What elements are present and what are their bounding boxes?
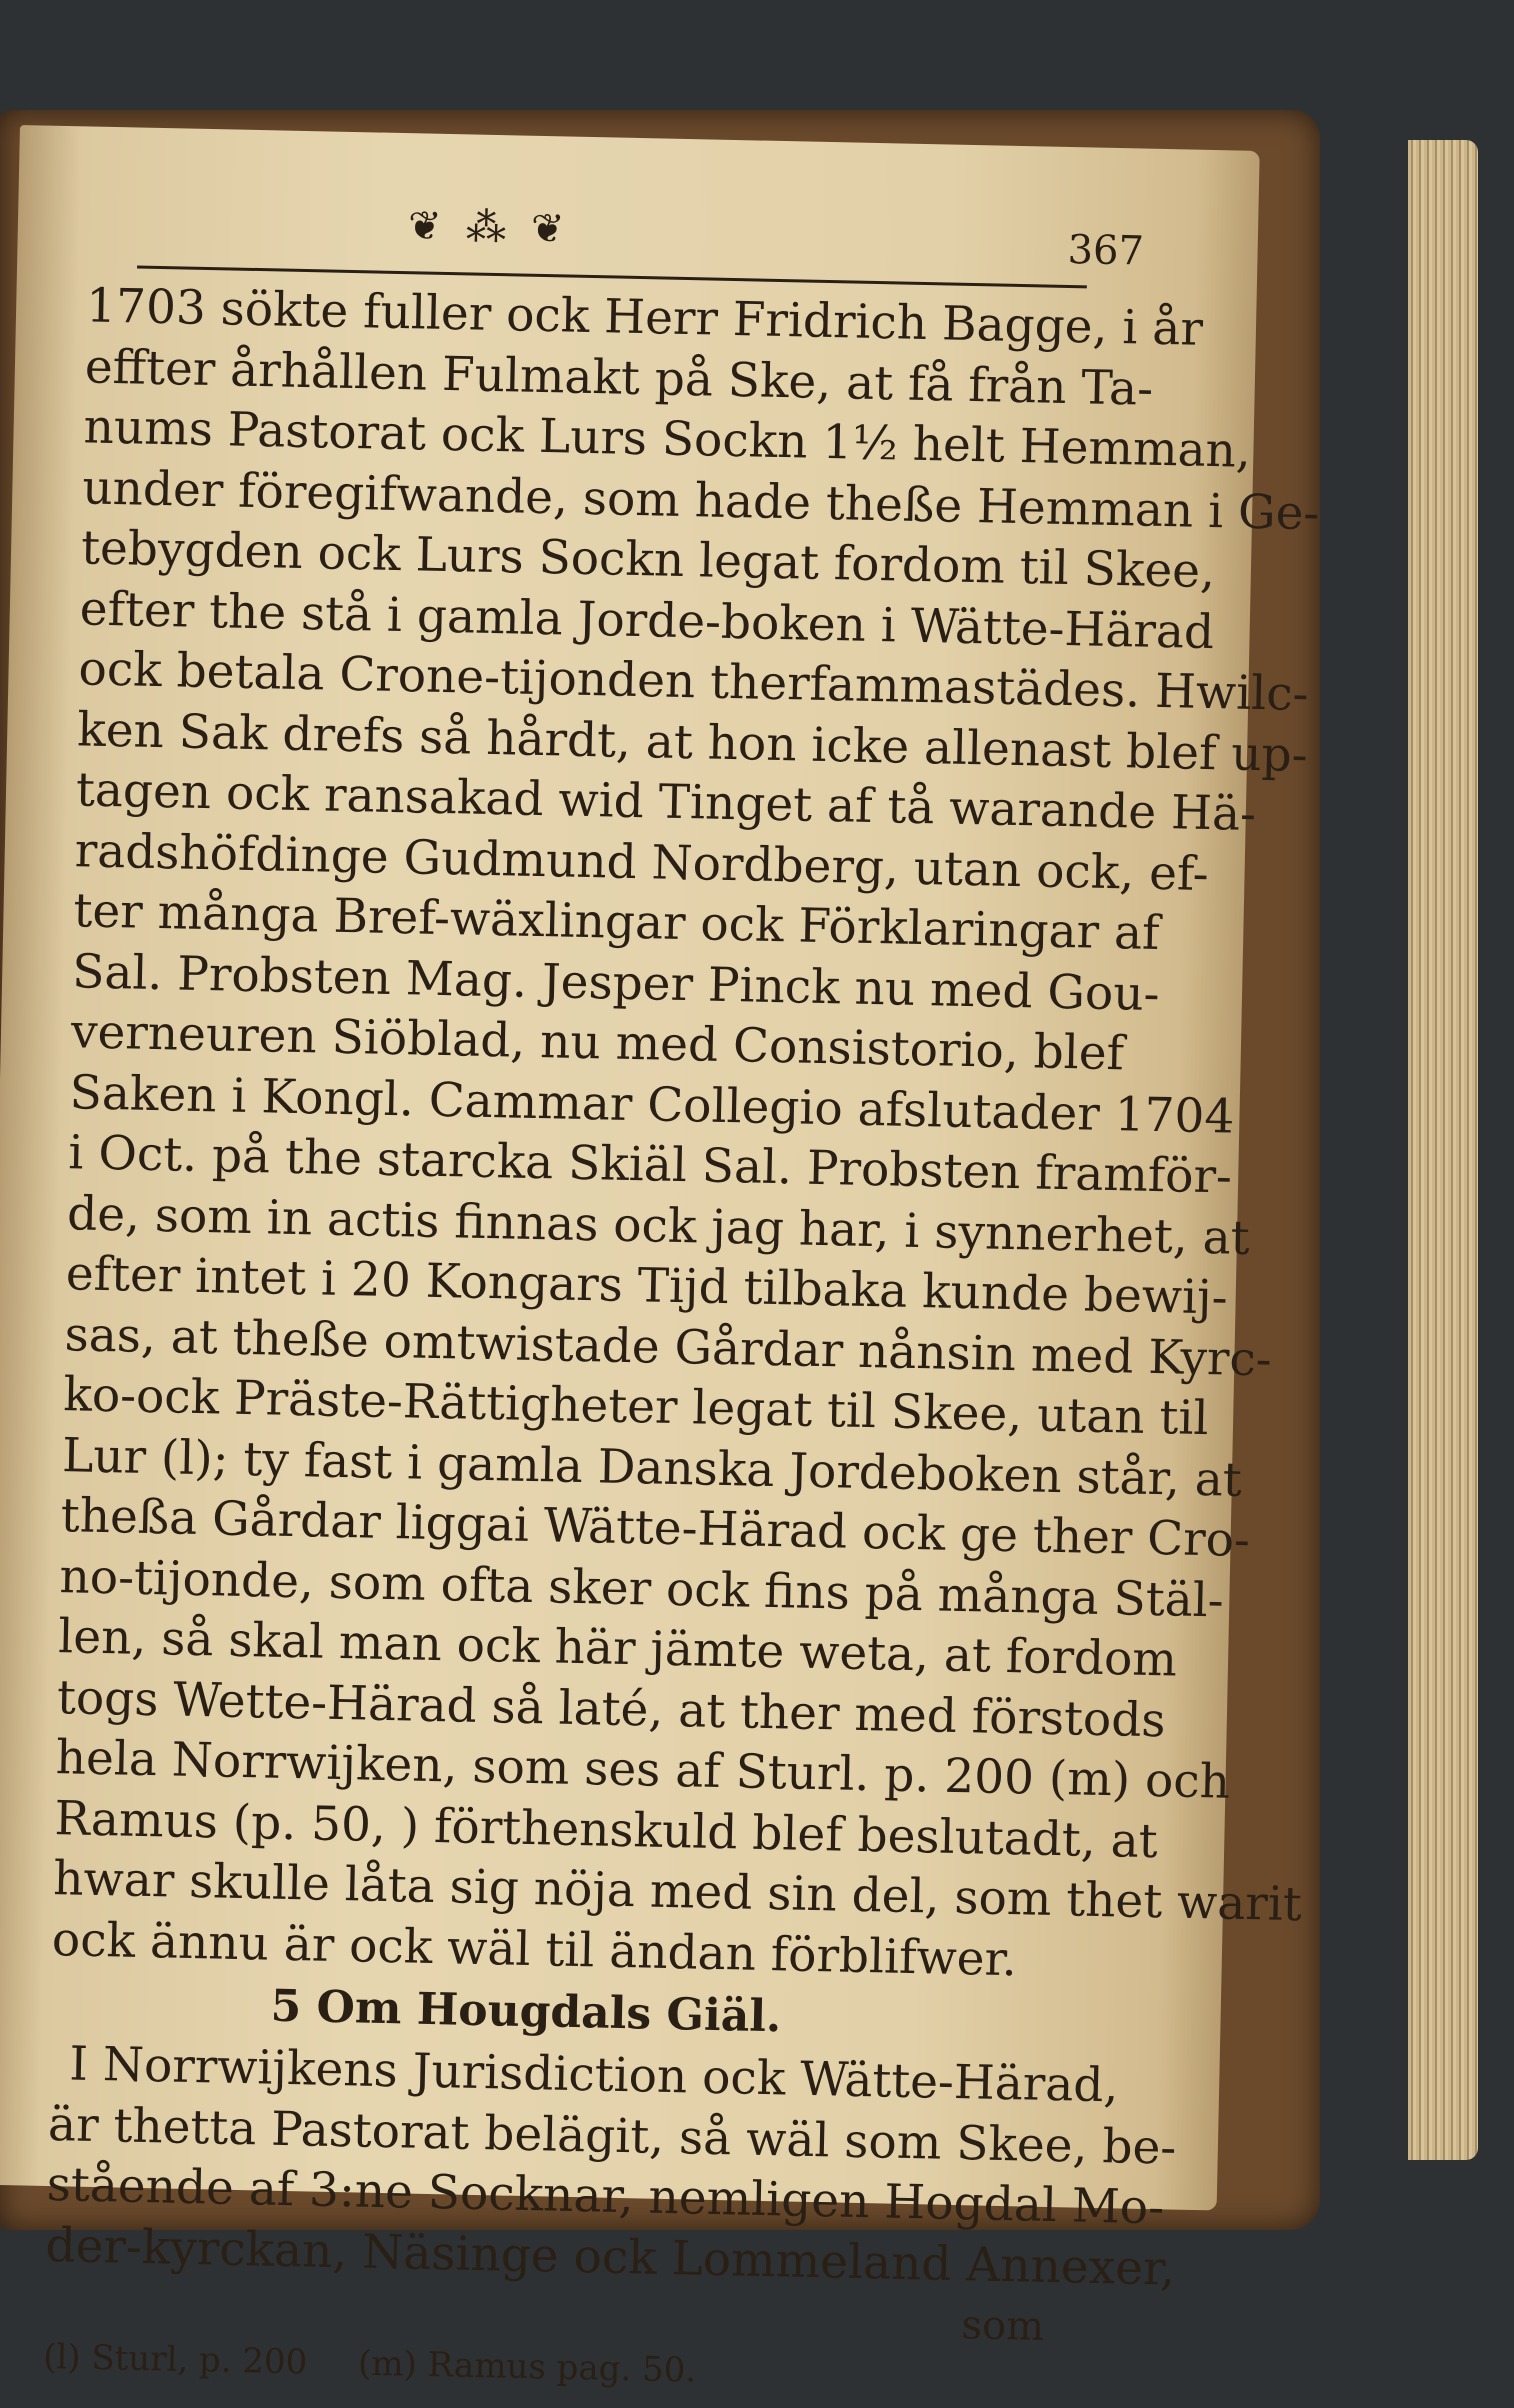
text-line: efter intet i 20 Kongars Tijd tilbaka kunde bewij- bbox=[65, 1246, 1229, 1326]
text-line: ken Sak drefs så hårdt, at hon icke allenast blef up- bbox=[76, 701, 1309, 783]
catchword: som bbox=[961, 2302, 1045, 2350]
page-header bbox=[67, 166, 1145, 287]
text-line: efter the stå i gamla Jorde-boken i Wätte-Härad bbox=[79, 580, 1215, 660]
section-heading: 5 Om Hougdals Giäl. bbox=[270, 1980, 782, 2043]
text-line: sas, at theße omtwistade Gårdar nånsin med Kyrc- bbox=[64, 1306, 1273, 1387]
text-line: Saken i Kongl. Cammar Collegio afslutader 1704 bbox=[69, 1064, 1235, 1145]
text-line: effter århållen Fulmakt på Ske, at få från Ta- bbox=[84, 338, 1154, 417]
text-line: I Norrwijkens Jurisdiction ock Wätte-Härad, bbox=[68, 2036, 1119, 2114]
footnote: (m) Ramus pag. 50. bbox=[357, 2343, 697, 2391]
text-line: togs Wette-Härad så laté, at ther med förstods bbox=[56, 1669, 1167, 1748]
text-line: de, som in actis finnas ock jag har, i synnerhet, at bbox=[66, 1185, 1251, 1266]
text-line: tagen ock ransakad wid Tinget af tå warande Hä- bbox=[75, 762, 1257, 843]
text-line: ock ännu är ock wäl til ändan förblifwer. bbox=[51, 1911, 1018, 1987]
body-text-continued bbox=[25, 2034, 1177, 2297]
text-line: der-kyrckan, Näsinge ock Lommeland Annexer, bbox=[45, 2217, 1176, 2297]
text-line: ter många Bref-wäxlingar ock Förklaringar af bbox=[72, 883, 1161, 962]
text-line: tebygden ock Lurs Sockn legat fordom til Skee, bbox=[80, 520, 1216, 600]
text-line: Lur (l); ty fast i gamla Danska Jordeboken står, at bbox=[61, 1427, 1243, 1508]
text-line: len, så skal man ock här jämte weta, at fordom bbox=[57, 1609, 1178, 1688]
text-line: ock betala Crone-tijonden therfammastädes. Hwilc- bbox=[78, 641, 1310, 723]
text-line: theßa Gårdar liggai Wätte-Härad ock ge ther Cro- bbox=[60, 1488, 1251, 1569]
text-line: stående af 3:ne Socknar, nemligen Hogdal Mo- bbox=[46, 2157, 1165, 2236]
text-line: i Oct. på the starcka Skiäl Sal. Probsten framför- bbox=[67, 1125, 1233, 1205]
text-line: ko-ock Präste-Rättigheter legat til Skee, utan til bbox=[62, 1367, 1210, 1447]
text-line: Ramus (p. 50, ) förthenskuld blef beslutadt, at bbox=[53, 1790, 1159, 1869]
text-line: Sal. Probsten Mag. Jesper Pinck nu med Gou- bbox=[71, 943, 1161, 1022]
text-line: 1703 sökte fuller ock Herr Fridrich Bagge, i år bbox=[85, 278, 1204, 357]
text-line: no-tijonde, som ofta sker ock fins på många Stäl- bbox=[59, 1548, 1225, 1629]
text-line: är thetta Pastorat belägit, så wäl som Skee, be- bbox=[47, 2096, 1177, 2176]
text-line: verneuren Siöblad, nu med Consistorio, blef bbox=[70, 1004, 1125, 1082]
body-text bbox=[31, 276, 1320, 1991]
page-number: 367 bbox=[1067, 226, 1145, 275]
text-line: nums Pastorat ock Lurs Sockn 1½ helt Hemman, bbox=[83, 399, 1252, 479]
text-line: hela Norrwijken, som ses af Sturl. p. 200 (m) och bbox=[55, 1730, 1231, 1810]
header-ornament: ❦ ⁂ ❦ bbox=[407, 203, 571, 253]
footnote: (l) Sturl, p. 200 bbox=[42, 2336, 308, 2383]
page-content bbox=[23, 166, 1320, 2402]
text-line: hwar skulle låta sig nöja med sin del, som thet warit bbox=[52, 1851, 1303, 1933]
page-edges bbox=[1408, 140, 1478, 2160]
text-line: under föregifwande, som hade theße Hemman i Ge- bbox=[81, 459, 1320, 541]
text-line: radshöfdinge Gudmund Nordberg, utan ock, ef- bbox=[74, 822, 1210, 902]
book-page bbox=[0, 125, 1320, 2391]
